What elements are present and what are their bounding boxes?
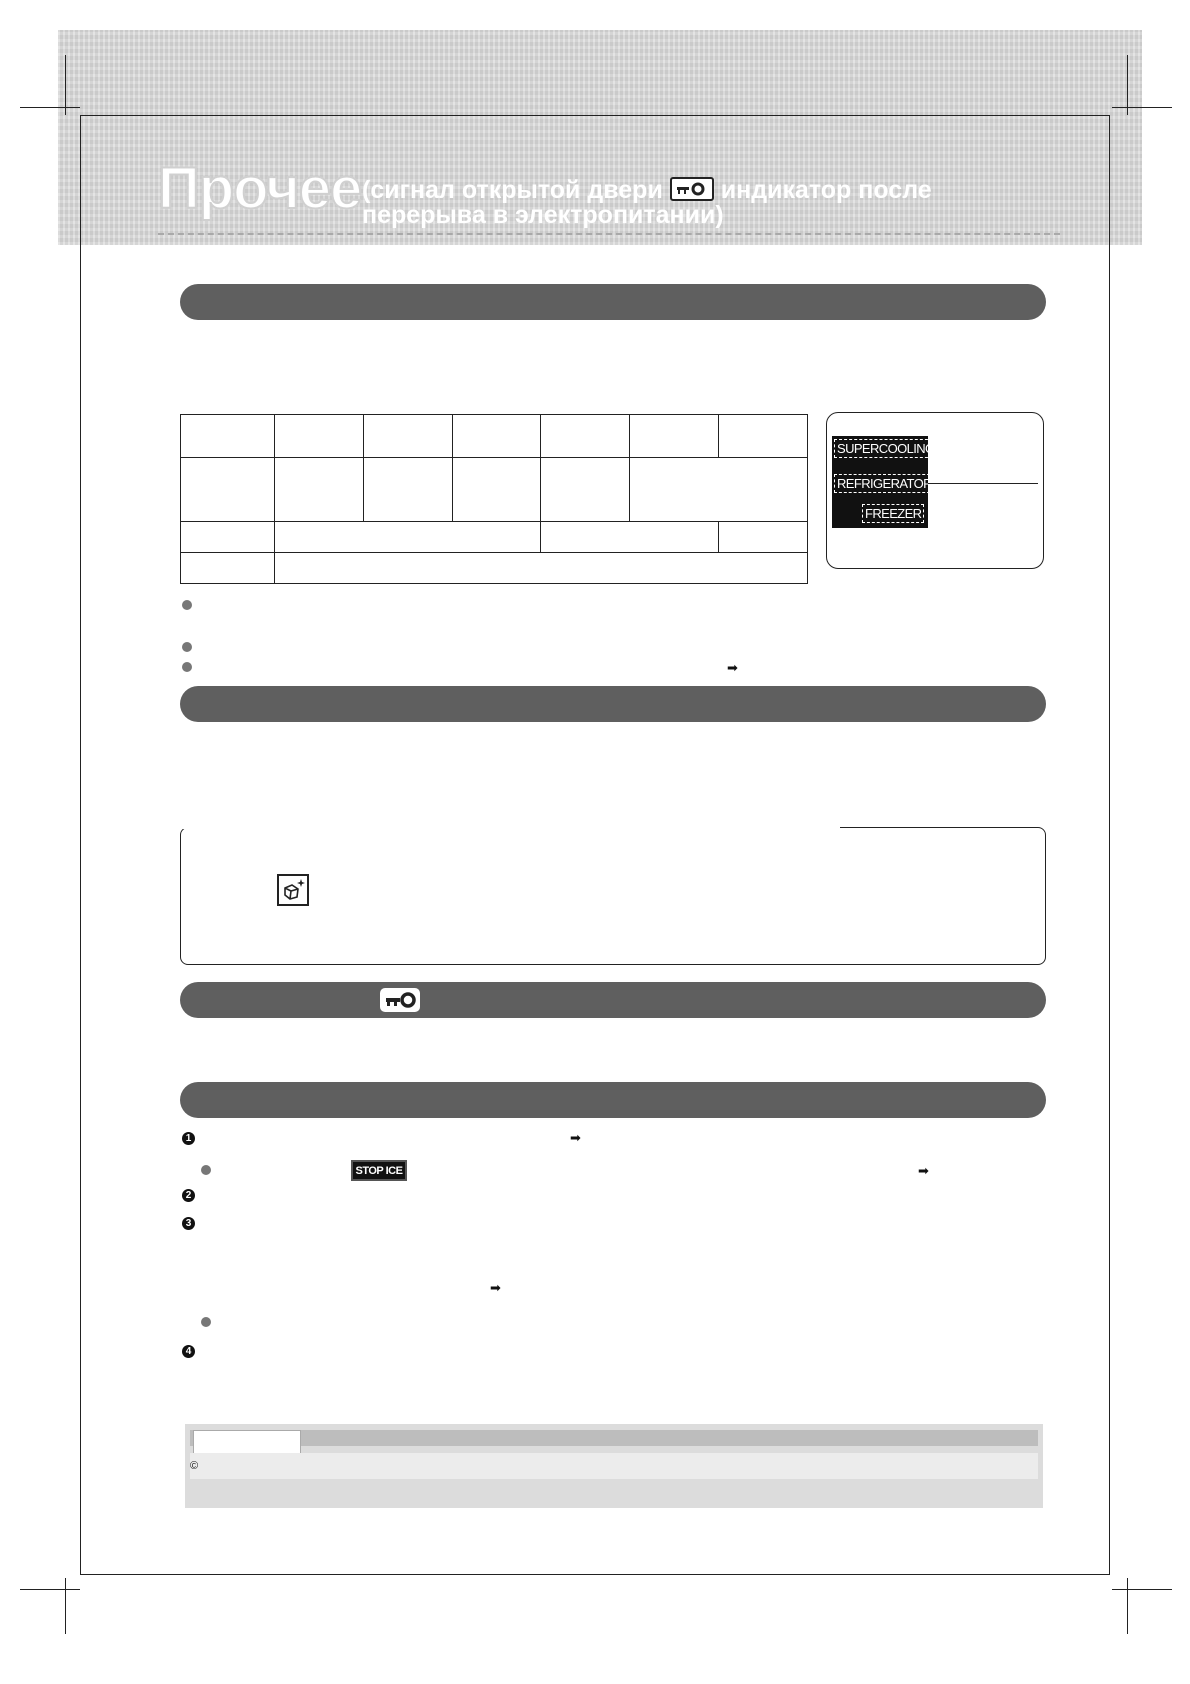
crop-mark xyxy=(1127,55,1128,115)
arrow-icon: ➡ xyxy=(570,1130,581,1145)
bullet xyxy=(182,600,192,610)
step-number-2: 2 xyxy=(182,1189,195,1202)
display-lcd xyxy=(832,436,935,528)
crop-mark xyxy=(1127,1578,1128,1634)
crop-mark xyxy=(65,55,66,115)
info-box xyxy=(180,827,1046,965)
table-cell xyxy=(630,458,808,522)
section-bar-2 xyxy=(180,686,1046,722)
lcd-supercooling: SUPERCOOLING xyxy=(834,439,938,458)
crop-mark xyxy=(65,1578,66,1634)
table-cell xyxy=(541,415,630,458)
table-cell xyxy=(719,415,808,458)
arrow-icon: ➡ xyxy=(490,1280,501,1295)
subtitle-part-1: (сигнал открытой двери xyxy=(362,176,663,204)
section-bar-4 xyxy=(180,1082,1046,1118)
ice-cube-icon xyxy=(277,874,309,906)
table-cell xyxy=(181,522,275,553)
page-subtitle xyxy=(362,176,1062,230)
leader-line xyxy=(928,483,1038,484)
arrow-icon: ➡ xyxy=(727,660,738,675)
table-cell xyxy=(274,415,363,458)
table-cell xyxy=(181,553,275,584)
bullet xyxy=(201,1317,211,1327)
table-cell xyxy=(630,415,719,458)
table-cell xyxy=(541,522,719,553)
table-cell xyxy=(363,415,452,458)
note-tab xyxy=(193,1430,301,1454)
step-number-3: 3 xyxy=(182,1217,195,1230)
table-cell xyxy=(363,458,452,522)
note-header-strip xyxy=(190,1430,1038,1446)
lcd-refrigerator: REFRIGERATOR xyxy=(834,474,935,493)
key-icon xyxy=(380,988,420,1012)
table-cell xyxy=(274,458,363,522)
copyright-icon: © xyxy=(190,1460,199,1472)
section-bar-key xyxy=(180,982,1046,1018)
step-number-1: 1 xyxy=(182,1132,195,1145)
arrow-icon: ➡ xyxy=(918,1163,929,1178)
crop-mark xyxy=(20,1589,80,1590)
table-cell xyxy=(274,522,541,553)
table-cell xyxy=(452,458,541,522)
table-cell xyxy=(452,415,541,458)
section-bar-1 xyxy=(180,284,1046,320)
title-divider xyxy=(158,233,1060,235)
key-icon xyxy=(670,177,714,201)
crop-mark xyxy=(1112,107,1172,108)
note-line xyxy=(190,1453,1038,1479)
table-cell xyxy=(181,458,275,522)
page-title: Прочее xyxy=(158,156,362,221)
bullet xyxy=(201,1165,211,1175)
stop-ice-label: STOP ICE xyxy=(351,1160,407,1181)
bullet xyxy=(182,662,192,672)
indicator-table xyxy=(180,414,808,584)
crop-mark xyxy=(20,107,80,108)
crop-mark xyxy=(1112,1589,1172,1590)
table-cell xyxy=(181,415,275,458)
table-cell xyxy=(719,522,808,553)
table-cell xyxy=(274,553,807,584)
bullet xyxy=(182,642,192,652)
lcd-freezer: FREEZER xyxy=(862,504,924,523)
step-number-4: 4 xyxy=(182,1345,195,1358)
subtitle-part-2: индикатор после перерыва в электропитании) xyxy=(362,176,932,230)
info-box-gap xyxy=(180,826,840,829)
table-cell xyxy=(541,458,630,522)
